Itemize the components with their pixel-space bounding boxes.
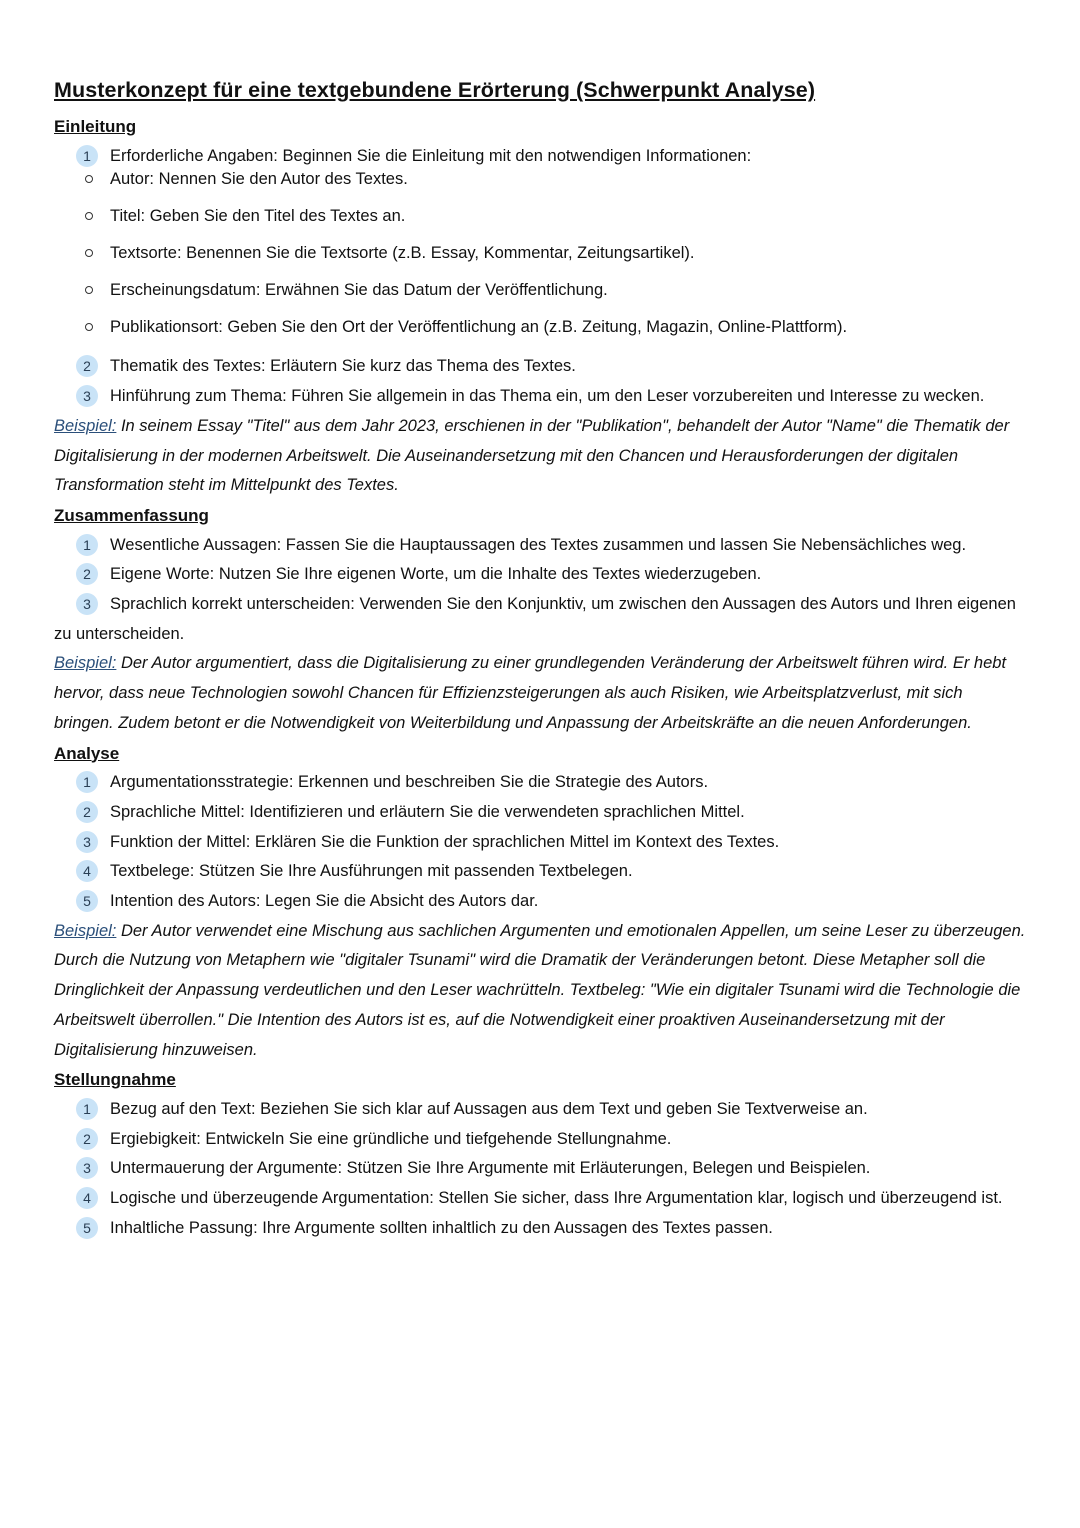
section-stellungnahme <box>54 1065 1026 1243</box>
list-item-text: Bezug auf den Text: Beziehen Sie sich klar auf Aussagen aus dem Text und geben Sie Textverweise an. <box>110 1099 868 1118</box>
list-item-text: Argumentationsstrategie: Erkennen und beschreiben Sie die Strategie des Autors. <box>110 773 709 792</box>
number-badge: 5 <box>76 1217 98 1239</box>
list-item-text: Logische und überzeugende Argumentation: Stellen Sie sicher, dass Ihre Argumentation klar, logisch und überzeugend ist. <box>110 1189 1003 1208</box>
number-badge: 4 <box>76 860 98 882</box>
list-item-text: Ergiebigkeit: Entwickeln Sie eine gründliche und tiefgehende Stellungnahme. <box>110 1129 672 1148</box>
circle-bullet-icon <box>85 323 93 331</box>
sub-list-item <box>54 241 1026 265</box>
list-item-text: Wesentliche Aussagen: Fassen Sie die Hauptaussagen des Textes zusammen und lassen Sie Nebensächliches weg. <box>110 535 967 554</box>
list-item <box>54 828 1026 858</box>
sub-list-item-text: Erscheinungsdatum: Erwähnen Sie das Datum der Veröffentlichung. <box>110 281 608 300</box>
list-item-text: Erforderliche Angaben: Beginnen Sie die Einleitung mit den notwendigen Informationen: <box>110 146 752 165</box>
list-item-text: Sprachlich korrekt unterscheiden: Verwenden Sie den Konjunktiv, um zwischen den Aussagen des Autors und Ihren eigenen zu unterscheiden. <box>54 595 1016 643</box>
number-badge: 1 <box>76 145 98 167</box>
section-heading: Analyse <box>54 743 120 763</box>
list-item <box>54 560 1026 590</box>
sub-list-item-text: Publikationsort: Geben Sie den Ort der Veröffentlichung an (z.B. Zeitung, Magazin, Online-Plattform). <box>110 318 848 337</box>
circle-bullet-icon <box>85 212 93 220</box>
example-paragraph <box>54 412 1026 501</box>
list-item-text: Eigene Worte: Nutzen Sie Ihre eigenen Worte, um die Inhalte des Textes wiederzugeben. <box>110 565 762 584</box>
list-item <box>54 1125 1026 1155</box>
number-badge: 3 <box>76 831 98 853</box>
document-title: Musterkonzept für eine textgebundene Erörterung (Schwerpunkt Analyse) <box>54 78 816 102</box>
example-text: Der Autor verwendet eine Mischung aus sachlichen Argumenten und emotionalen Appellen, um seine Leser zu überzeugen. Durch die Nutzung von Metaphern wie "digitaler Tsunami" wird die Dramatik der Veränderungen betont. Diese Metapher soll die Dringlichkeit der Anpassung verdeutlichen und den Leser wachrütteln. Textbeleg: "Wie ein digitaler Tsunami wird die Technologie die Arbeitswelt überrollen." Die Intention des Autors ist es, auf die Notwendigkeit einer proaktiven Auseinandersetzung mit der Digitalisierung hinzuweisen. <box>54 921 1026 1059</box>
list-item-text: Inhaltliche Passung: Ihre Argumente sollten inhaltlich zu den Aussagen des Textes passen. <box>110 1218 773 1237</box>
sub-list-item-text: Autor: Nennen Sie den Autor des Textes. <box>110 170 408 189</box>
number-badge: 3 <box>76 593 98 615</box>
sub-list-item-text: Textsorte: Benennen Sie die Textsorte (z.B. Essay, Kommentar, Zeitungsartikel). <box>110 244 695 263</box>
list-item <box>54 1154 1026 1184</box>
list-item-text: Untermauerung der Argumente: Stützen Sie Ihre Argumente mit Erläuterungen, Belegen und Beispielen. <box>110 1159 871 1178</box>
sub-list <box>54 167 1026 339</box>
list-item <box>54 1214 1026 1244</box>
section-heading: Einleitung <box>54 117 137 136</box>
list-item-text: Thematik des Textes: Erläutern Sie kurz das Thema des Textes. <box>110 357 576 376</box>
example-text: In seinem Essay "Titel" aus dem Jahr 2023, erschienen in der "Publikation", behandelt der Autor "Name" die Thematik der Digitalisierung in der modernen Arbeitswelt. Die Auseinandersetzung mit den Chancen und Herausforderungen der digitalen Transformation steht im Mittelpunkt des Textes. <box>54 416 1010 495</box>
circle-bullet-icon <box>85 175 93 183</box>
list-item <box>54 590 1026 649</box>
number-badge: 3 <box>76 1157 98 1179</box>
number-badge: 2 <box>76 563 98 585</box>
number-badge: 2 <box>76 801 98 823</box>
number-badge: 2 <box>76 1128 98 1150</box>
circle-bullet-icon <box>85 286 93 294</box>
circle-bullet-icon <box>85 249 93 257</box>
section-einleitung <box>54 112 1026 501</box>
sub-list-item <box>54 204 1026 228</box>
number-badge: 3 <box>76 385 98 407</box>
number-badge: 1 <box>76 1098 98 1120</box>
list-item-text: Intention des Autors: Legen Sie die Absicht des Autors dar. <box>110 892 539 911</box>
example-label: Beispiel: <box>54 921 117 940</box>
list-item-text: Sprachliche Mittel: Identifizieren und erläutern Sie die verwendeten sprachlichen Mittel. <box>110 802 745 821</box>
list-item-text: Funktion der Mittel: Erklären Sie die Funktion der sprachlichen Mittel im Kontext des Textes. <box>110 832 780 851</box>
list-item <box>54 1095 1026 1125</box>
list-item <box>54 768 1026 798</box>
number-badge: 5 <box>76 890 98 912</box>
example-text: Der Autor argumentiert, dass die Digitalisierung zu einer grundlegenden Veränderung der Arbeitswelt führen wird. Er hebt hervor, dass neue Technologien sowohl Chancen für Effizienzsteigerungen als auch Risiken, wie Arbeitsplatzverlust, mit sich bringen. Zudem betont er die Notwendigkeit von Weiterbildung und Anpassung der Arbeitskräfte an die neuen Anforderungen. <box>54 654 1007 732</box>
section-zusammenfassung <box>54 501 1026 739</box>
list-item <box>54 382 1026 412</box>
list-item <box>54 1184 1026 1214</box>
number-badge: 2 <box>76 355 98 377</box>
list-item <box>54 887 1026 917</box>
sub-list-item-text: Titel: Geben Sie den Titel des Textes an. <box>110 207 406 226</box>
list-item-text: Textbelege: Stützen Sie Ihre Ausführungen mit passenden Textbelegen. <box>110 862 633 881</box>
list-item <box>54 352 1026 382</box>
sub-list-item <box>54 278 1026 302</box>
number-badge: 1 <box>76 771 98 793</box>
example-label: Beispiel: <box>54 654 117 673</box>
section-heading: Zusammenfassung <box>54 505 209 525</box>
list-item-text: Hinführung zum Thema: Führen Sie allgemein in das Thema ein, um den Leser vorzubereiten und Interesse zu wecken. <box>110 387 985 406</box>
example-paragraph <box>54 917 1026 1066</box>
list-item <box>54 531 1026 561</box>
list-item <box>54 798 1026 828</box>
number-badge: 4 <box>76 1187 98 1209</box>
sub-list-item <box>54 167 1026 191</box>
list-item <box>54 857 1026 887</box>
section-analyse <box>54 739 1026 1066</box>
number-badge: 1 <box>76 534 98 556</box>
sub-list-item <box>54 315 1026 339</box>
section-heading: Stellungnahme <box>54 1070 176 1090</box>
example-label: Beispiel: <box>54 416 117 435</box>
example-paragraph <box>54 649 1026 738</box>
